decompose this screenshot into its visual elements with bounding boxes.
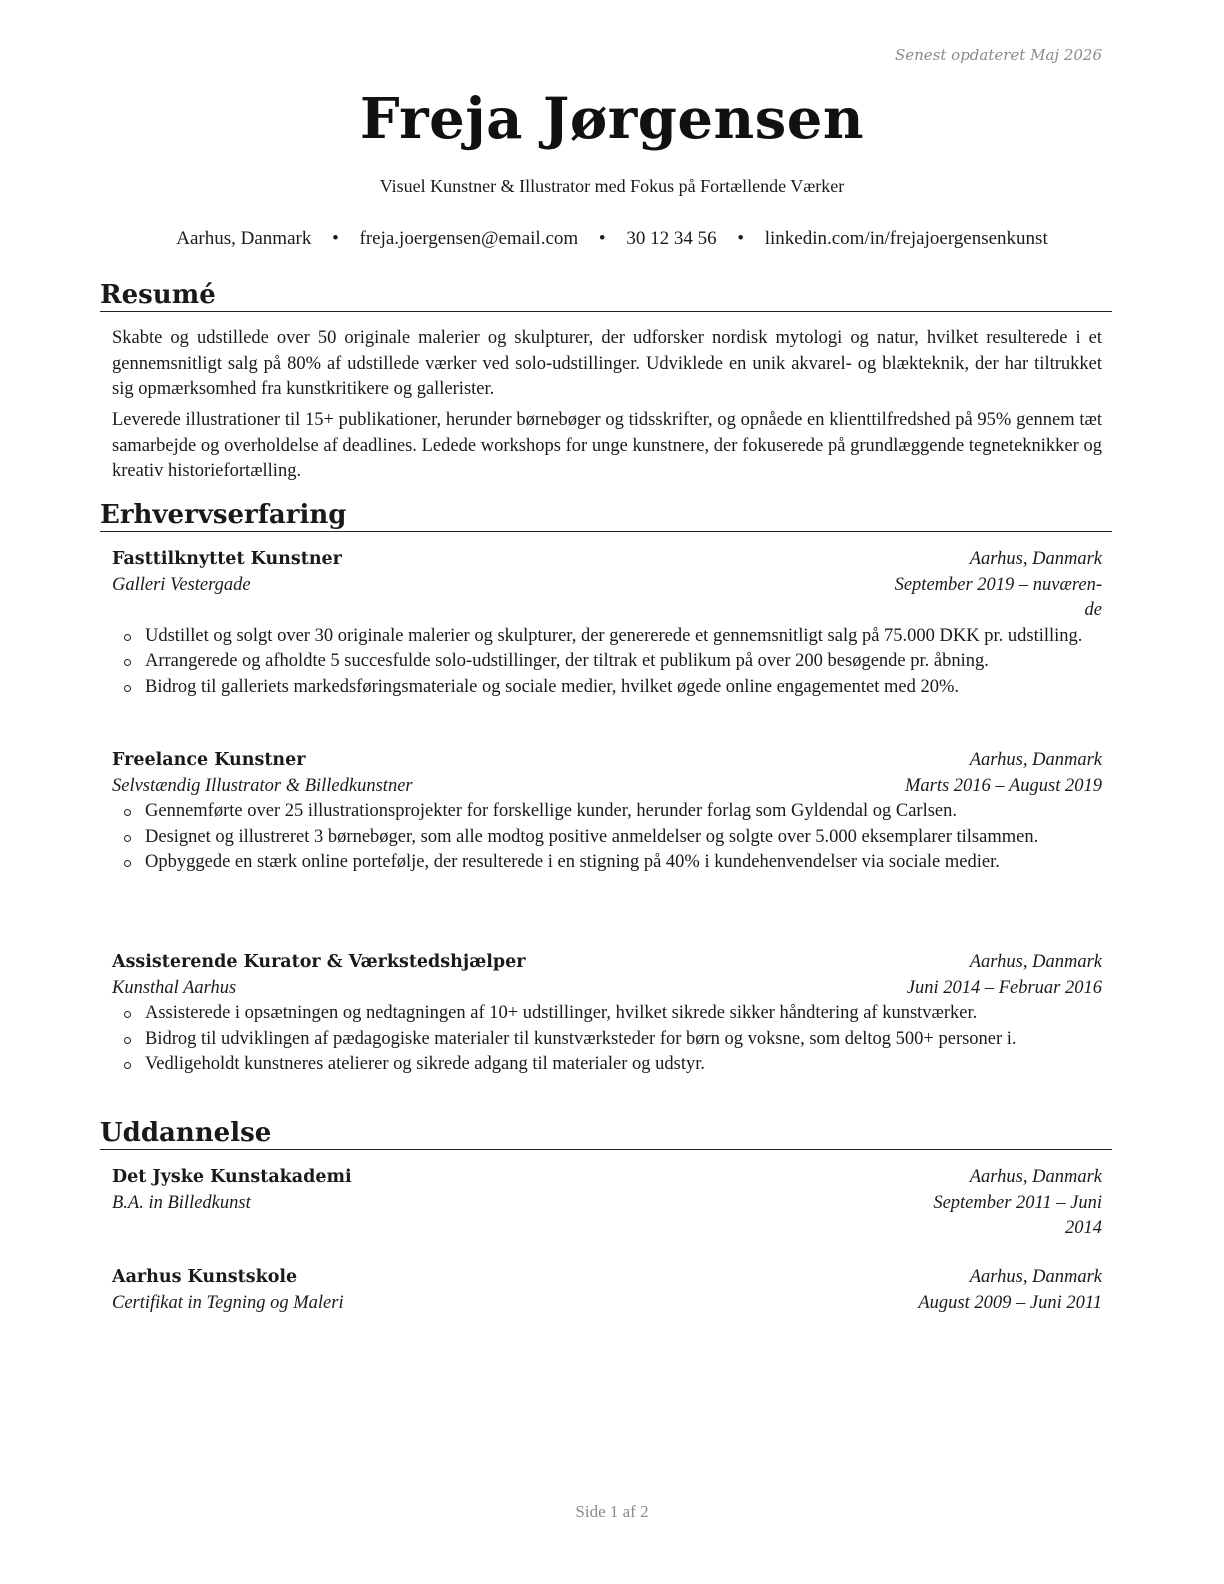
job-title: Assisterende Kurator & Værkstedshjælper (112, 952, 526, 972)
degree: Certifikat in Tegning og Maleri (112, 1292, 344, 1313)
job-bullet: Bidrog til udviklingen af pædagogiske materialer til kunstværksteder for børn og voksne, som deltog 500+ personer i. (112, 1027, 1106, 1053)
job-organization: Selvstændig Illustrator & Billedkunstner (112, 775, 413, 796)
education-dates: August 2009 – Juni 2011 (918, 1292, 1102, 1313)
job-location: Aarhus, Danmark (969, 750, 1102, 770)
tagline: Visuel Kunstner & Illustrator med Fokus på Fortællende Værker (379, 176, 845, 196)
section-title-experience: Erhvervserfaring (100, 500, 1112, 532)
school-location: Aarhus, Danmark (969, 1167, 1102, 1187)
job-bullet: Arrangerede og afholdte 5 succesfulde solo-udstillinger, der tiltrak et publikum på over 200 besøgende pr. åbning. (112, 649, 1106, 675)
summary-paragraph-2: Leverede illustrationer til 15+ publikationer, herunder børnebøger og tidsskrifter, og opnåede en klienttilfredshed på 95% gennem tæt samarbejde og overholdelse af deadlines. Ledede workshops for unge kunstnere, der fokuserede på grundlæggende tegneteknikker og kreativ historiefortælling. (112, 410, 1102, 481)
degree: B.A. in Billedkunst (112, 1192, 251, 1213)
contact-email[interactable]: freja.joergensen@email.com (359, 228, 579, 249)
job-bullets (112, 624, 1102, 701)
contact-linkedin[interactable]: linkedin.com/in/frejajoergensenkunst (764, 228, 1048, 249)
job-dates: Juni 2014 – Februar 2016 (906, 977, 1102, 998)
job-dates (862, 573, 1102, 624)
section-title-summary: Resumé (100, 280, 1112, 312)
education-dates (862, 1191, 1102, 1242)
school-name: Det Jyske Kunstakademi (112, 1167, 352, 1187)
job-dates: Marts 2016 – August 2019 (904, 775, 1102, 796)
education-dates-line-1: September 2011 – Juni (933, 1192, 1102, 1213)
section-title-education: Uddannelse (100, 1118, 1112, 1150)
contact-phone: 30 12 34 56 (626, 228, 717, 249)
school-name: Aarhus Kunstskole (112, 1267, 298, 1287)
bullet-separator: • (332, 228, 339, 249)
job-dates-line-1: September 2019 – nuværen- (894, 574, 1102, 595)
page-number: Side 1 af 2 (575, 1502, 649, 1521)
candidate-name: Freja Jørgensen (359, 86, 865, 152)
job-entry (112, 748, 1102, 876)
job-dates-line-2: de (1084, 600, 1102, 620)
job-bullet: Gennemførte over 25 illustrationsprojekter for forskellige kunder, herunder forlag som Gyldendal og Carlsen. (112, 799, 1106, 825)
school-location: Aarhus, Danmark (969, 1267, 1102, 1287)
job-bullets (112, 799, 1102, 876)
job-bullet: Vedligeholdt kunstneres atelierer og sikrede adgang til materialer og udstyr. (112, 1052, 1106, 1078)
job-bullet: Opbyggede en stærk online portefølje, der resulterede i en stigning på 40% i kundehenvendelser via sociale medier. (112, 850, 1106, 876)
job-bullet: Designet og illustreret 3 børnebøger, som alle modtog positive anmeldelser og solgte over 5.000 eksemplarer tilsammen. (112, 825, 1106, 851)
job-title: Fasttilknyttet Kunstner (112, 549, 342, 569)
education-entry (112, 1165, 1102, 1242)
summary-paragraph-1: Skabte og udstillede over 50 originale malerier og skulpturer, der udforsker nordisk mytologi og natur, hvilket resulterede i et gennemsnitligt salg på 80% af udstillede værker ved solo-udstillinger. Udviklede en unik akvarel- og blækteknik, der har tiltrukket sig opmærksomhed fra kunstkritikere og gallerister. (112, 328, 1102, 399)
job-bullet: Assisterede i opsætningen og nedtagningen af 10+ udstillinger, hvilket sikrede sikker håndtering af kunstværker. (112, 1001, 1106, 1027)
bullet-separator: • (737, 228, 744, 249)
contact-location: Aarhus, Danmark (176, 228, 312, 249)
job-bullet: Udstillet og solgt over 30 originale malerier og skulpturer, der genererede et gennemsnitligt salg på 75.000 DKK pr. udstilling. (112, 624, 1106, 650)
job-bullets (112, 1001, 1102, 1078)
job-entry (112, 950, 1102, 1078)
job-organization: Galleri Vestergade (112, 574, 251, 595)
last-updated: Senest opdateret Maj 2026 (894, 46, 1102, 64)
contact-line (0, 228, 1224, 250)
education-dates-line-2: 2014 (1065, 1218, 1102, 1238)
job-location: Aarhus, Danmark (969, 952, 1102, 972)
job-title: Freelance Kunstner (112, 750, 306, 770)
job-bullet: Bidrog til galleriets markedsføringsmateriale og sociale medier, hvilket øgede online engagementet med 20%. (112, 675, 1106, 701)
job-location: Aarhus, Danmark (969, 549, 1102, 569)
bullet-separator: • (598, 228, 606, 249)
job-organization: Kunsthal Aarhus (112, 977, 237, 998)
education-entry (112, 1265, 1102, 1316)
job-entry (112, 547, 1102, 700)
